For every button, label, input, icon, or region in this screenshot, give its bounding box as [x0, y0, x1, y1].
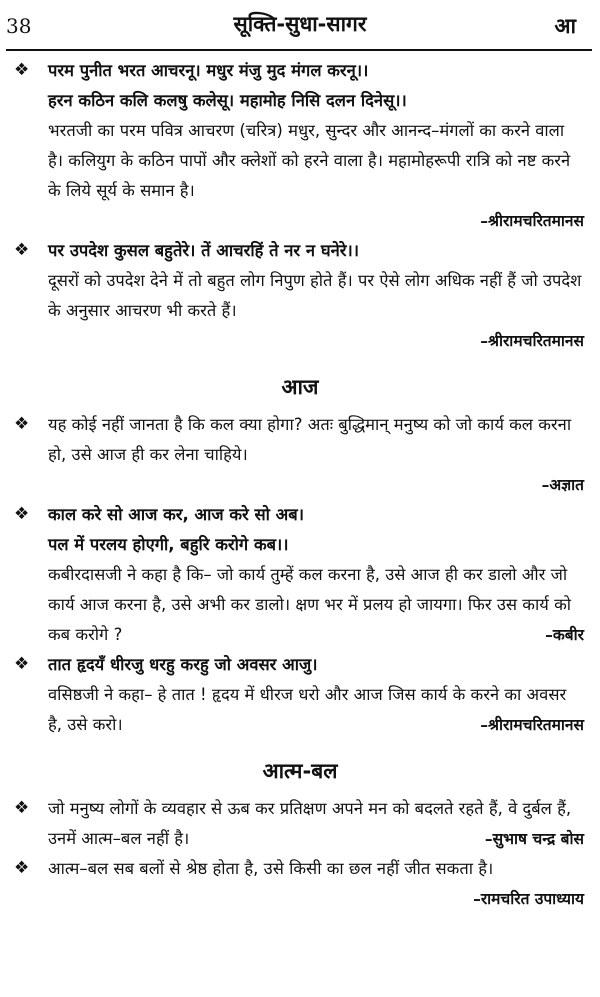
explanation-body: कबीरदासजी ने कहा है कि– जो कार्य तुम्हें कल करना है, उसे आज ही कर डालो और जो कार्य आज करना है, उसे अभी कर डालो। क्षण भर में प्रलय हो जायगा। फिर उस कार्य को कब करोगे ?	[48, 565, 572, 644]
quote-text: यह कोई नहीं जानता है कि कल क्या होगा? अतः बुद्धिमान् मनुष्य को जो कार्य कल करना हो, उसे आज ही कर लेना चाहिये।	[48, 415, 572, 464]
explanation-body: वसिष्ठजी ने कहा– हे तात ! हृदय में धीरज धरो और आज जिस कार्य के करने का अवसर है, उसे करो।	[48, 685, 567, 734]
verse-line: पल में परलय होएगी, बहुरि करोगे कब।।	[48, 535, 289, 554]
quote-entry	[0, 500, 600, 650]
quote-entry	[0, 650, 600, 740]
quote-source: –श्रीरामचरितमानस	[480, 332, 584, 350]
header-rule	[6, 49, 592, 51]
verse-line: काल करे सो आज कर, आज करे सो अब।	[48, 505, 304, 524]
section-heading: आत्म-बल	[262, 759, 338, 783]
page-header	[0, 10, 600, 50]
bullet-diamond-icon: ❖	[14, 60, 30, 80]
quote-entry	[0, 236, 600, 326]
quote-body: जो मनुष्य लोगों के व्यवहार से ऊब कर प्रतिक्षण अपने मन को बदलते रहते हैं, वे दुर्बल हैं, उनमें आत्म–बल नहीं है।	[48, 799, 572, 848]
quote-source: –श्रीरामचरितमानस	[480, 212, 584, 230]
quote-source: –कबीर	[545, 626, 584, 644]
bullet-diamond-icon: ❖	[14, 798, 30, 818]
page-number: 38	[6, 14, 32, 38]
quote-entry	[0, 410, 600, 470]
section-heading: आज	[281, 375, 319, 399]
explanation-text	[48, 680, 584, 740]
bullet-diamond-icon: ❖	[14, 654, 30, 674]
bullet-diamond-icon: ❖	[14, 858, 30, 878]
quote-text	[48, 794, 584, 854]
verse-line: परम पुनीत भरत आचरनू। मधुर मंजु मुद मंगल करनू।।	[48, 61, 369, 80]
book-title: सूक्ति-सुधा-सागर	[233, 12, 367, 36]
quote-entry	[0, 794, 600, 854]
quote-entry	[0, 854, 600, 908]
bullet-diamond-icon: ❖	[14, 240, 30, 260]
quote-source: –सुभाष चन्द्र बोस	[484, 830, 584, 848]
quote-body: आत्म–बल सब बलों से श्रेष्ठ होता है, उसे किसी का छल नहीं जीत सकता है।	[48, 859, 494, 878]
quote-source: –श्रीरामचरितमानस	[480, 716, 584, 734]
quote-source: –अज्ञात	[541, 476, 584, 494]
quote-source: –रामचरित उपाध्याय	[473, 890, 584, 908]
explanation-text: भरतजी का परम पवित्र आचरण (चरित्र) मधुर, सुन्दर और आनन्द–मंगलों का करने वाला है। कलियुग के कठिन पापों और क्लेशों को हरने वाला है। महामोहरूपी रात्रि को नष्ट करने के लिये सूर्य के समान है।	[48, 121, 571, 200]
verse-line: पर उपदेश कुसल बहुतेरे। तें आचरहिं ते नर न घनेरे।।	[48, 241, 359, 260]
verse-line: हरन कठिन कलि कलषु कलेसू। महामोह निसि दलन दिनेसू।।	[48, 91, 407, 110]
explanation-text	[48, 560, 584, 650]
verse-line: तात हृदयँ धीरजु धरहु करहु जो अवसर आजु।	[48, 655, 318, 674]
quote-text	[48, 854, 584, 908]
page-content	[0, 56, 600, 914]
bullet-diamond-icon: ❖	[14, 414, 30, 434]
quote-entry	[0, 56, 600, 206]
explanation-text: दूसरों को उपदेश देने में तो बहुत लोग निपुण होते हैं। पर ऐसे लोग अधिक नहीं हैं जो उपदेश के अनुसार आचरण भी करते हैं।	[48, 271, 582, 320]
bullet-diamond-icon: ❖	[14, 504, 30, 524]
section-letter: आ	[554, 14, 576, 38]
